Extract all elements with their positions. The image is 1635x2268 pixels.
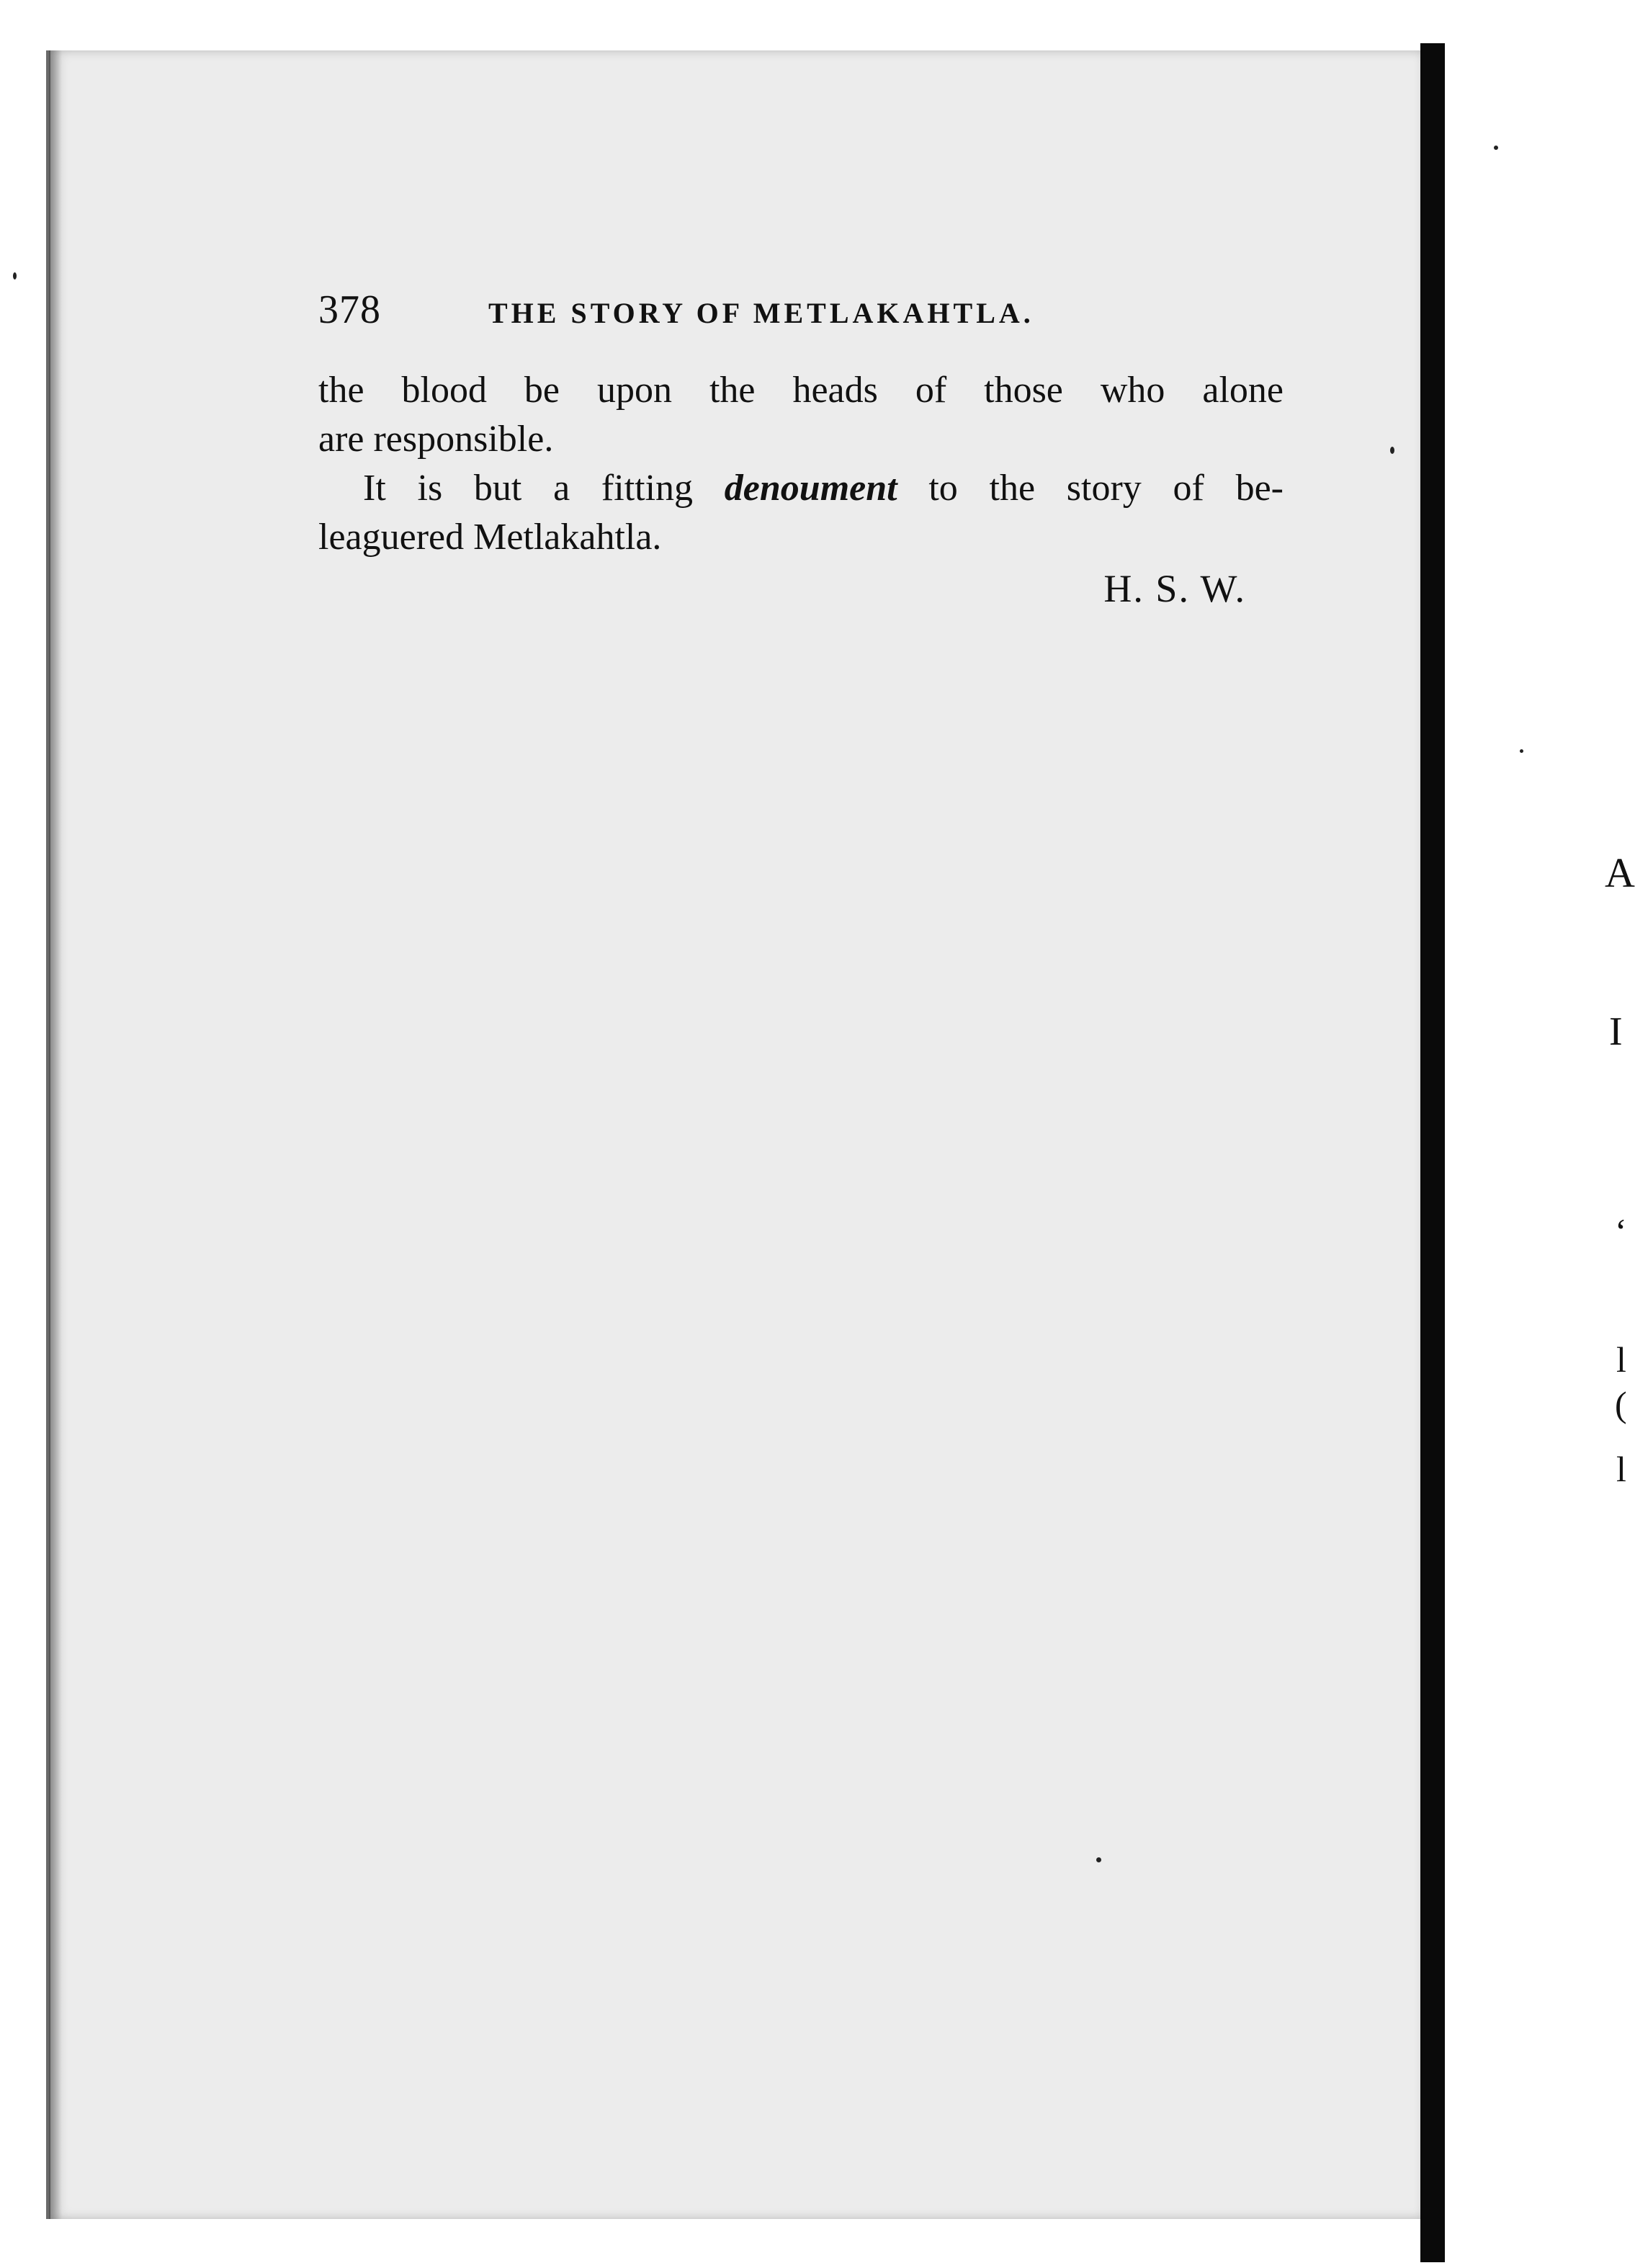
author-signature: H. S. W. — [1103, 567, 1246, 610]
paragraph-line: the blood be upon the heads of those who alone — [318, 370, 1284, 411]
facing-page-fragment: ‘ — [1615, 1211, 1627, 1251]
paragraph-line — [318, 464, 1284, 513]
running-head — [318, 287, 1284, 337]
page-number: 378 — [318, 287, 381, 332]
paragraph-line: leaguered Metlakahtla. — [318, 517, 662, 558]
paragraph-line: are responsible. — [318, 419, 554, 460]
scan-speck — [1494, 146, 1498, 150]
scan-speck — [1096, 1857, 1101, 1862]
page-content — [318, 287, 1284, 614]
scan-speck — [1520, 749, 1523, 753]
scan-speck — [13, 272, 17, 280]
scan-speck — [1390, 447, 1394, 454]
facing-page-fragment: I — [1609, 1009, 1623, 1054]
facing-page-edge — [1445, 29, 1635, 2268]
running-title: THE STORY OF METLAKAHTLA. — [488, 297, 1034, 329]
emphasized-word: denoument — [724, 468, 897, 509]
facing-page-fragment: l — [1616, 1339, 1626, 1380]
facing-page-fragment: A — [1605, 849, 1635, 896]
text-run: It is but a fitting — [363, 468, 725, 509]
facing-page-fragment: l — [1616, 1449, 1626, 1489]
body-text — [318, 366, 1284, 562]
text-run: to the story of be- — [897, 468, 1284, 509]
facing-page-fragment: ( — [1615, 1384, 1627, 1424]
book-gutter — [1420, 43, 1445, 2262]
